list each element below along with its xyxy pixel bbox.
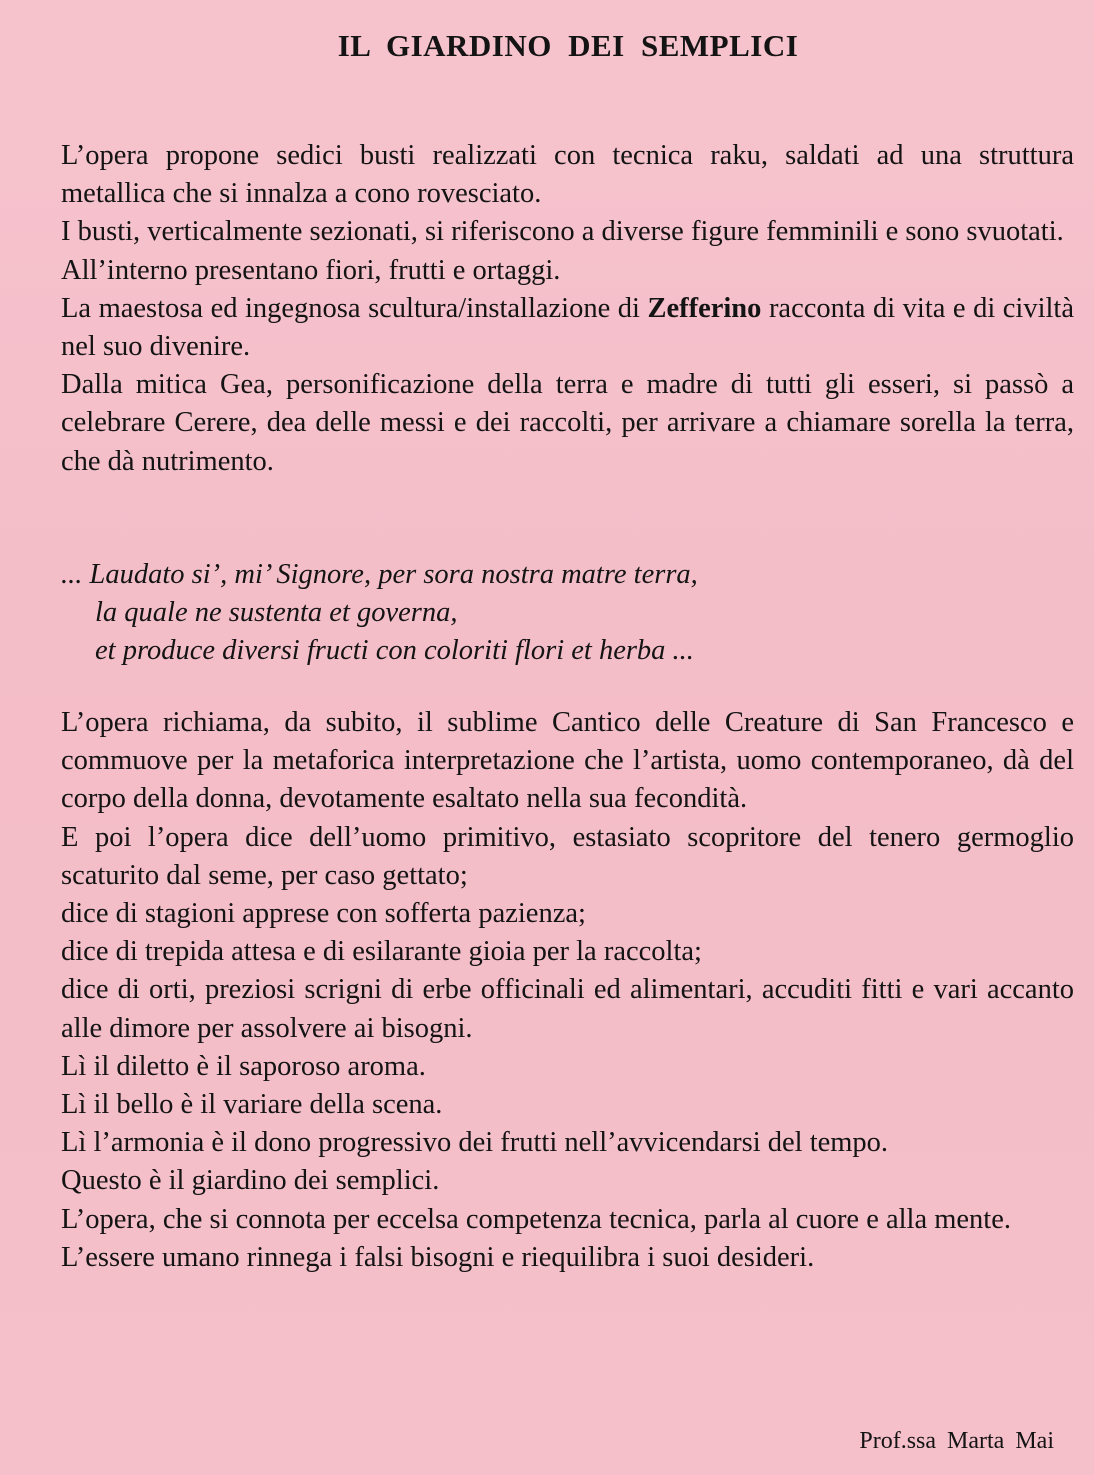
paragraph: dice di orti, preziosi scrigni di erbe officinali ed alimentari, accuditi fitti e vari accanto alle dimore per assolvere ai bisogni. <box>61 974 1074 1044</box>
paragraph: I busti, verticalmente sezionati, si riferiscono a diverse figure femminili e sono svuotati. <box>61 216 1064 248</box>
canticle-quote <box>61 556 698 671</box>
quote-line: et produce diversi fructi con coloriti flori et herba ... <box>95 635 694 667</box>
quote-line: ... Laudato si’, mi’ Signore, per sora nostra matre terra, <box>61 559 698 590</box>
paragraph: L’opera, che si connota per eccelsa competenza tecnica, parla al cuore e alla mente. <box>61 1203 1012 1235</box>
paragraph: Lì il diletto è il saporoso aroma. <box>61 1050 426 1082</box>
paragraph: Dalla mitica Gea, personificazione della terra e madre di tutti gli esseri, si passò a celebrare Cerere, dea delle messi e dei raccolti, per arrivare a chiamare sorella la terra, che dà nutrimento. <box>61 369 1074 477</box>
paragraph: dice di trepida attesa e di esilarante gioia per la raccolta; <box>61 936 702 968</box>
paragraph: Lì il bello è il variare della scena. <box>61 1089 443 1121</box>
paragraph: L’essere umano rinnega i falsi bisogni e riequilibra i suoi desideri. <box>61 1241 815 1273</box>
intro-section <box>61 137 1074 481</box>
commentary-section <box>61 704 1074 1277</box>
paragraph: E poi l’opera dice dell’uomo primitivo, estasiato scopritore del tenero germoglio scaturito dal seme, per caso gettato; <box>61 821 1074 891</box>
artist-name: Zefferino <box>647 292 762 324</box>
quote-line: la quale ne sustenta et governa, <box>95 597 458 629</box>
paragraph <box>61 290 1074 366</box>
paragraph: Questo è il giardino dei semplici. <box>61 1165 440 1197</box>
paragraph: L’opera richiama, da subito, il sublime Cantico delle Creature di San Francesco e commuove per la metaforica interpretazione che l’artista, uomo contemporaneo, dà del corpo della donna, devotamente esaltato nella sua fecondità. <box>61 707 1074 815</box>
paragraph: L’opera propone sedici busti realizzati con tecnica raku, saldati ad una struttura metallica che si innalza a cono rovesciato. <box>61 140 1074 210</box>
author-signature: Prof.ssa Marta Mai <box>859 1428 1054 1454</box>
paragraph: Lì l’armonia è il dono progressivo dei frutti nell’avvicendarsi del tempo. <box>61 1127 889 1159</box>
paragraph: dice di stagioni apprese con sofferta pazienza; <box>61 898 586 930</box>
paragraph: All’interno presentano fiori, frutti e ortaggi. <box>61 254 561 286</box>
paragraph-text: racconta di vita e di civiltà nel suo divenire. <box>61 292 1074 363</box>
document-title: IL GIARDINO DEI SEMPLICI <box>337 28 799 63</box>
paragraph-text: La maestosa ed ingegnosa scultura/installazione di <box>61 292 648 324</box>
